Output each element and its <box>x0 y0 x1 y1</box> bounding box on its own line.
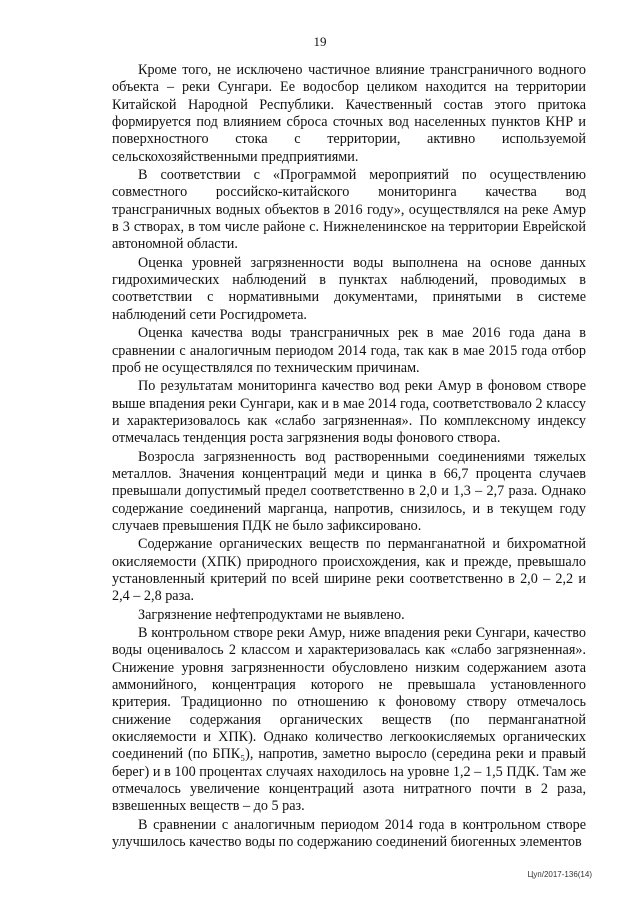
footer-document-code: Цуп/2017-136(14) <box>527 870 592 879</box>
paragraph-background-station: По результатам мониторинга качество вод реки Амур в фоновом створе выше впадения реки Сунгари, как и в мае 2014 года, соответствовало 2 классу и характеризовалось как «слабо загрязненная». По комплексному индексу отмечалась тенденция роста загрязнения воды фонового створа. <box>112 378 586 447</box>
page-number: 19 <box>313 34 327 49</box>
paragraph-joint-monitoring: В соответствии с «Программой мероприятий по осуществлению совместного российско-китайского мониторинга качества вод трансграничных водных объектов в 2016 году», осуществлялся на реке Амур в 3 створах, в том числе районе с. Нижнеленинское на территории Еврейской автономной области. <box>112 167 586 253</box>
paragraph-heavy-metals: Возросла загрязненность вод растворенными соединениями тяжелых металлов. Значения концентраций меди и цинка в 66,7 процента случаев превышали допустимый предел соответственно в 2,0 и 1,3 – 2,7 раза. Однако содержание соединений марганца, напротив, снизилось, и в текущем году случаев превышения ПДК не было зафиксировано. <box>112 448 586 534</box>
paragraph-organic-substances: Содержание органических веществ по перманганатной и бихроматной окисляемости (ХПК) природного происхождения, как и прежде, превышало установленный критерий по всей ширине реки соответственно в 2,0 – 2,2 и 2,4 – 2,8 раза. <box>112 536 586 605</box>
paragraph-oil-products: Загрязнение нефтепродуктами не выявлено. <box>138 606 405 623</box>
body-text <box>112 62 586 852</box>
paragraph-control-station: В контрольном створе реки Амур, ниже впадения реки Сунгари, качество воды оценивалось 2 классом и характеризовалась как «слабо загрязненная». Снижение уровня загрязненности обусловлено низким содержанием азота аммонийного, концентрация которого не превышала установленного критерия. Традиционно по отношению к фоновому створу отмечалось снижение содержания органических веществ (по перманганатной окисляемости и ХПК). Однако количество легкоокисляемых органических соединений (по БПК₅), напротив, заметно выросло (середина реки и правый берег) и в 100 процентах случаях находилось на уровне 1,2 – 1,5 ПДК. Там же отмечалось увеличение концентраций азота нитратного почти в 2 раза, взвешенных веществ – до 5 раз. <box>112 625 586 815</box>
paragraph-biogenic-elements: В сравнении с аналогичным периодом 2014 года в контрольном створе улучшилось качество воды по содержанию соединений биогенных элементов <box>112 816 586 851</box>
paragraph-assessment-basis: Оценка уровней загрязненности воды выполнена на основе данных гидрохимических наблюдений в пунктах наблюдений, проводимых в соответствии с нормативными документами, принятыми в системе наблюдений сети Росгидромета. <box>112 254 586 323</box>
paragraph-sungari-influence: Кроме того, не исключено частичное влияние трансграничного водного объекта – реки Сунгари. Ее водосбор целиком находится на территории Китайской Народной Республики. Качественный состав этого притока формируется под влиянием сброса сточных вод населенных пунктов КНР и поверхностного стока с территории, активно используемой сельскохозяйственными предприятиями. <box>112 62 586 165</box>
paragraph-comparison-period: Оценка качества воды трансграничных рек в мае 2016 года дана в сравнении с аналогичным периодом 2014 года, так как в мае 2015 года отбор проб не осуществлялся по техническим причинам. <box>112 325 586 376</box>
